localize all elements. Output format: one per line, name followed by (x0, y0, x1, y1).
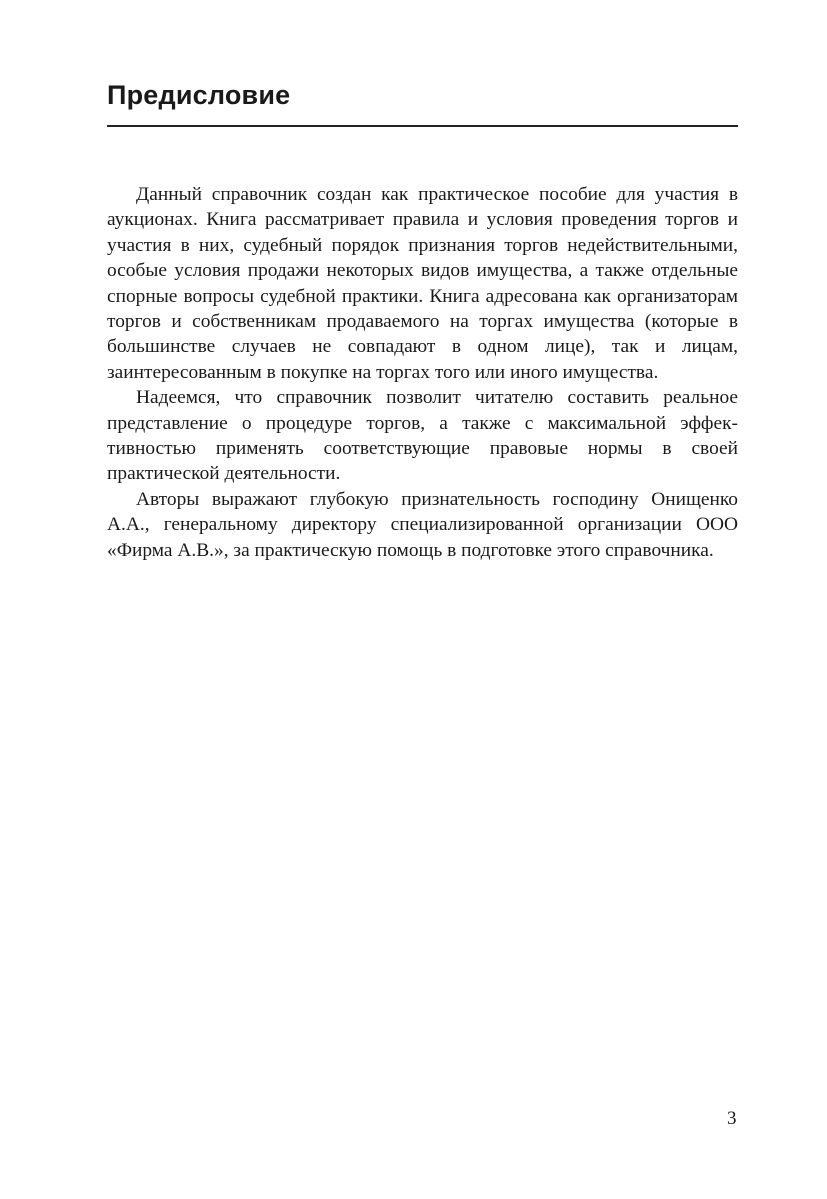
paragraph-acknowledgement: Авторы выражают глубокую признательность господину Онищенко А.А., генеральному директору специализированной организации ООО «Фирма А.В.», за практическую помощь в подготовке этого справочника. (107, 488, 738, 561)
heading-rule (107, 125, 738, 127)
paragraph-hope: Надеемся, что справочник позволит читателю составить реальное представление о процедуре торгов, а также с максимальной эффективностью применять соответствующие правовые нормы в своей практической деятельности. (107, 387, 738, 485)
preface-body (107, 182, 738, 563)
chapter-heading: Предисловие (107, 80, 291, 110)
page-number: 3 (727, 1108, 737, 1129)
paragraph-purpose: Данный справочник создан как практическое пособие для участия в аукционах. Книга рассматривает правила и условия проведения торгов и участия в них, судебный порядок признания торгов недействительными, особые условия продажи некоторых видов имущества, а также отдельные спорные вопросы судебной практики. Книга адресована как организаторам торгов и собственникам продаваемого на торгах имущества (которые в большинстве случаев не совпадают в одном лице), так и лицам, заинтересованным в покупке на торгах того или иного имущества. (107, 184, 738, 383)
